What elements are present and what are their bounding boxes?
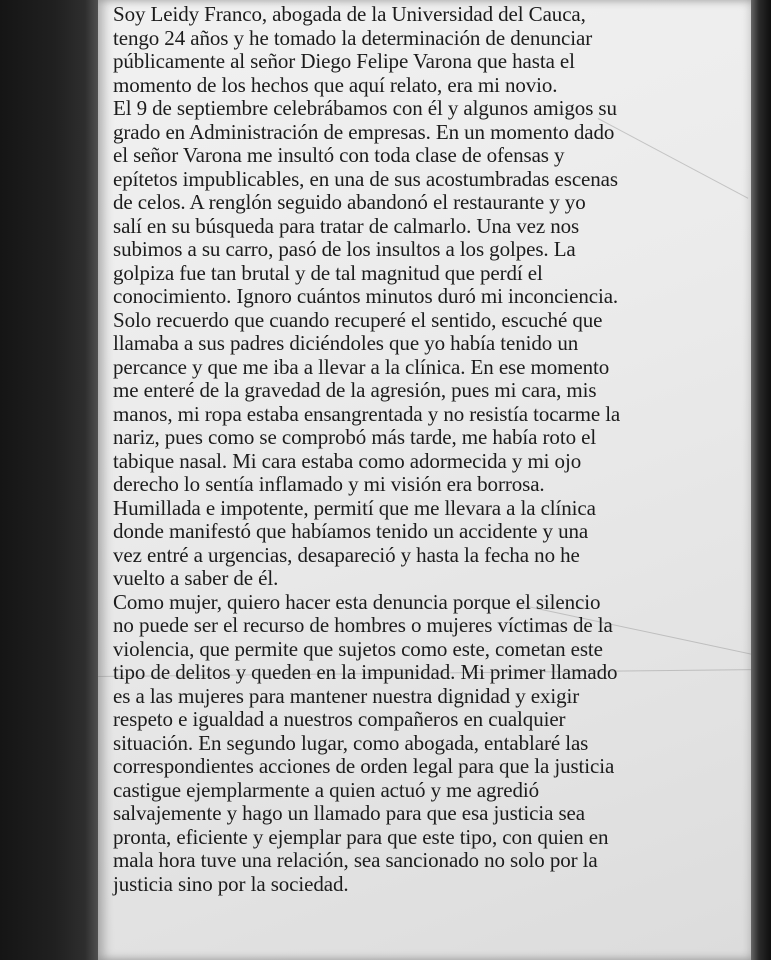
device-bezel-left (0, 0, 100, 960)
document-line: es a las mujeres para mantener nuestra dignidad y exigir (113, 683, 580, 708)
document-line: Como mujer, quiero hacer esta denuncia porque el silencio (113, 589, 601, 614)
document-line: pronta, eficiente y ejemplar para que este tipo, con quien en (113, 824, 609, 849)
document-line: momento de los hechos que aquí relato, era mi novio. (113, 72, 558, 97)
document-line: percance y que me iba a llevar a la clínica. En ese momento (113, 354, 610, 379)
device-bezel-right (751, 0, 771, 960)
document-line: tabique nasal. Mi cara estaba como adormecida y mi ojo (113, 448, 582, 473)
document-line: nariz, pues como se comprobó más tarde, me había roto el (113, 425, 597, 449)
document-page (98, 0, 753, 960)
document-line: conocimiento. Ignoro cuántos minutos duró mi inconciencia. (113, 284, 619, 308)
document-line: salvajemente y hago un llamado para que esa justicia sea (113, 801, 585, 825)
document-line: respeto e igualdad a nuestros compañeros en cualquier (113, 707, 566, 731)
document-line: vez entré a urgencias, desapareció y hasta la fecha no he (113, 542, 580, 567)
document-line: de celos. A renglón seguido abandonó el restaurante y yo (113, 190, 586, 214)
document-line: derecho lo sentía inflamado y mi visión era borrosa. (113, 472, 545, 496)
document-line: Humillada e impotente, permití que me llevara a la clínica (113, 495, 596, 520)
document-line: el señor Varona me insultó con toda clase de ofensas y (113, 143, 565, 167)
document-line: golpiza fue tan brutal y de tal magnitud que perdí el (113, 260, 543, 285)
document-line: Soy Leidy Franco, abogada de la Universidad del Cauca, (113, 2, 586, 26)
document-line: no puede ser el recurso de hombres o mujeres víctimas de la (113, 613, 613, 637)
document-line: Solo recuerdo que cuando recuperé el sentido, escuché que (113, 307, 603, 332)
document-line: correspondientes acciones de orden legal para que la justicia (113, 754, 615, 778)
document-line: públicamente al señor Diego Felipe Varona que hasta el (113, 49, 575, 73)
document-line: mala hora tuve una relación, sea sancionado no solo por la (113, 848, 598, 872)
document-line: grado en Administración de empresas. En un momento dado (113, 119, 615, 144)
document-line: El 9 de septiembre celebrábamos con él y algunos amigos su (113, 96, 617, 120)
document-line: llamaba a sus padres diciéndoles que yo había tenido un (113, 331, 579, 355)
document-line: epítetos impublicables, en una de sus acostumbradas escenas (113, 166, 618, 191)
document-line: subimos a su carro, pasó de los insultos a los golpes. La (113, 237, 576, 261)
document-line: violencia, que permite que sujetos como este, cometan este (113, 636, 603, 661)
document-line: donde manifestó que habíamos tenido un accidente y una (113, 519, 589, 543)
document-text (113, 3, 743, 896)
document-line: me enteré de la gravedad de la agresión, pues mi cara, mis (113, 378, 597, 402)
document-line: castigue ejemplarmente a quien actuó y me agredió (113, 777, 540, 802)
document-line: salí en su búsqueda para tratar de calmarlo. Una vez nos (113, 213, 580, 238)
document-line: situación. En segundo lugar, como abogada, entablaré las (113, 730, 589, 755)
document-line: tengo 24 años y he tomado la determinación de denunciar (113, 25, 593, 50)
document-line: vuelto a saber de él. (113, 566, 279, 590)
document-line: justicia sino por la sociedad. (113, 871, 349, 896)
document-line: tipo de delitos y queden en la impunidad. Mi primer llamado (113, 660, 618, 684)
document-line: manos, mi ropa estaba ensangrentada y no resistía tocarme la (113, 401, 621, 426)
